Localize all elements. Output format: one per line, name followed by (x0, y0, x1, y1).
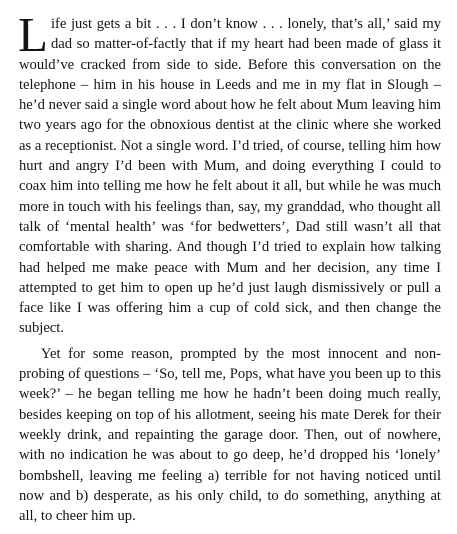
paragraph-2: Yet for some reason, prompted by the most innocent and non-probing of questions – ‘So, tell me, Pops, what have you been up to this week?’ – he began telling me how he hadn’t been doing much really, besides keeping on top of his allotment, seeing his mate Derek for their weekly drink, and repainting the garage door. Then, out of nowhere, with no indication he was about to go deep, he’d dropped his ‘lonely’ bombshell, leaving me feeling a) terrible for not having noticed until now and b) desperate, as his only child, to do something, anything at all, to cheer him up. (19, 345, 441, 525)
paragraph-1-text: ife just gets a bit . . . I don’t know . . . lonely, that’s all,’ said my dad so matter-of-factly that if my heart had been made of glass it would’ve cracked from side to side. Before this conversation on the telephone – him in his house in Leeds and me in my flat in Slough – he’d never said a single word about how he felt about Mum leaving him two years ago for the obnoxious dentist at the clinic where she worked as a receptionist. Not a single word. I’d tried, of course, telling him how hurt and angry I’d been with Mum, and doing everything I could to coax him into telling me how he felt about it all, but while he was much more in touch with his feelings than, say, my granddad, who thought all talk of ‘mental health’ was ‘for bedwetters’, Dad still wasn’t all that comfortable with sharing. And though I’d tried to explain how talking had helped me make peace with Mum and her decision, any time I attempted to get him to open up he’d just laugh dismissively or pull a face like I was offering him a cup of cold sick, and then change the subject. (19, 16, 441, 337)
paragraph-1 (18, 7, 441, 339)
drop-cap: L (18, 7, 48, 62)
book-page (18, 7, 441, 526)
